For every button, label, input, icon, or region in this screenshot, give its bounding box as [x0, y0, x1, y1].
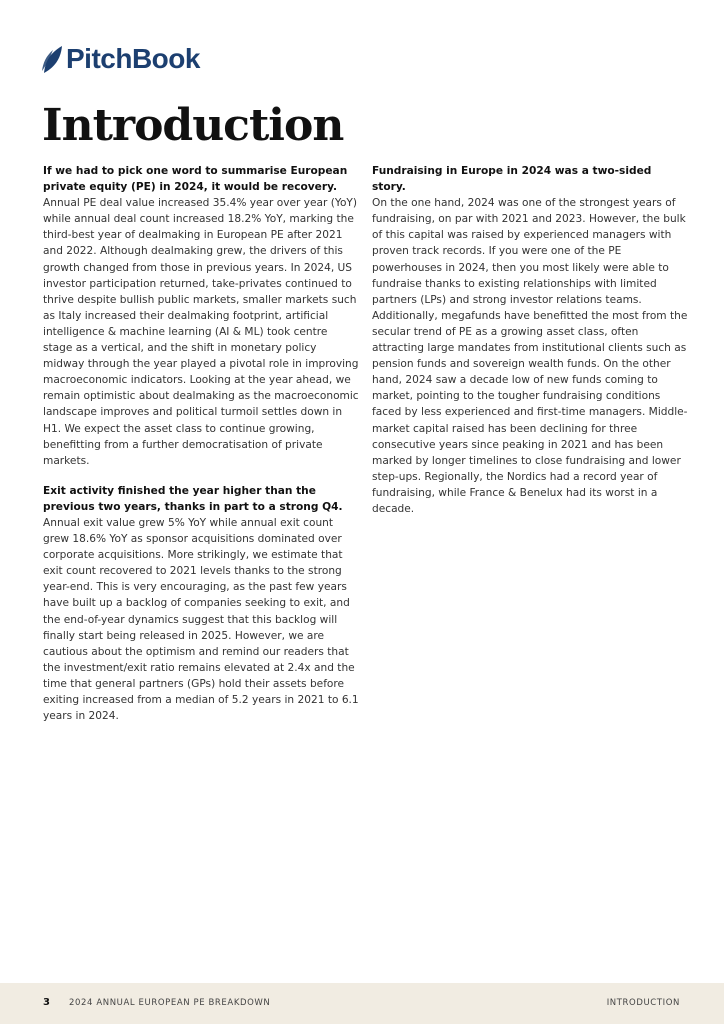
paragraph-lead: If we had to pick one word to summarise European private equity (PE) in 2024, it would be recovery. [43, 165, 348, 194]
paragraph-exits [43, 483, 359, 724]
paragraph-dealmaking [43, 163, 359, 469]
paragraph-body: Annual PE deal value increased 35.4% year over year (YoY) while annual deal count increased 18.2% YoY, marking the third-best year of dealmaking in European PE after 2021 and 2022. Although dealmaking grew, the drivers of this growth changed from those in previous years. In 2024, US investor participation returned, take-privates continued to thrive despite bullish public markets, smaller markets such as Italy increased their dealmaking footprint, artificial intelligence & machine learning (AI & ML) took centre stage as a vertical, and the shift in monetary policy midway through the year played a pivotal role in improving macroeconomic indicators. Looking at the year ahead, we remain optimistic about dealmaking as the macroeconomic landscape improves and political turmoil settles down in H1. We expect the asset class to continue growing, benefitting from a further democratisation of private markets. [43, 197, 359, 467]
page-footer [0, 983, 724, 1024]
section-name: INTRODUCTION [606, 998, 680, 1008]
report-name: 2024 ANNUAL EUROPEAN PE BREAKDOWN [69, 998, 271, 1008]
brand-name: PitchBook [66, 43, 200, 74]
page-title: Introduction [42, 100, 344, 151]
paragraph-lead: Fundraising in Europe in 2024 was a two-sided story. [372, 165, 652, 194]
left-column [43, 163, 359, 738]
page-number: 3 [43, 997, 50, 1008]
paragraph-body: Annual exit value grew 5% YoY while annual exit count grew 18.6% YoY as sponsor acquisitions dominated over corporate acquisitions. More strikingly, we estimate that exit count recovered to 2021 levels thanks to the strong year-end. This is very encouraging, as the past few years have built up a backlog of companies seeking to exit, and the end-of-year dynamics suggest that this backlog will finally start being released in 2025. However, we are cautious about the optimism and remind our readers that the investment/exit ratio remains elevated at 2.4x and the time that general partners (GPs) hold their assets before exiting increased from a median of 5.2 years in 2021 to 6.1 years in 2024. [43, 516, 359, 723]
paragraph-fundraising [372, 163, 688, 517]
right-column [372, 163, 688, 531]
pitchbook-logo [40, 43, 200, 75]
pitchbook-leaf-icon [40, 44, 64, 74]
paragraph-body: On the one hand, 2024 was one of the strongest years of fundraising, on par with 2021 and 2023. However, the bulk of this capital was raised by experienced managers with proven track records. If you were one of the PE powerhouses in 2024, then you most likely were able to fundraise thanks to existing relationships with limited partners (LPs) and strong investor relations teams. Additionally, megafunds have benefitted the most from the secular trend of PE as a growing asset class, often attracting large mandates from institutional clients such as pension funds and sovereign wealth funds. On the other hand, 2024 saw a decade low of new funds coming to market, pointing to the tougher fundraising conditions faced by less experienced and first-time managers. Middle-market capital raised has been declining for three consecutive years since peaking in 2021 and has been marked by longer timelines to close fundraising and lower step-ups. Regionally, the Nordics had a record year of fundraising, while France & Benelux had its worst in a decade. [372, 197, 688, 515]
paragraph-lead: Exit activity finished the year higher than the previous two years, thanks in part to a strong Q4. [43, 484, 343, 513]
